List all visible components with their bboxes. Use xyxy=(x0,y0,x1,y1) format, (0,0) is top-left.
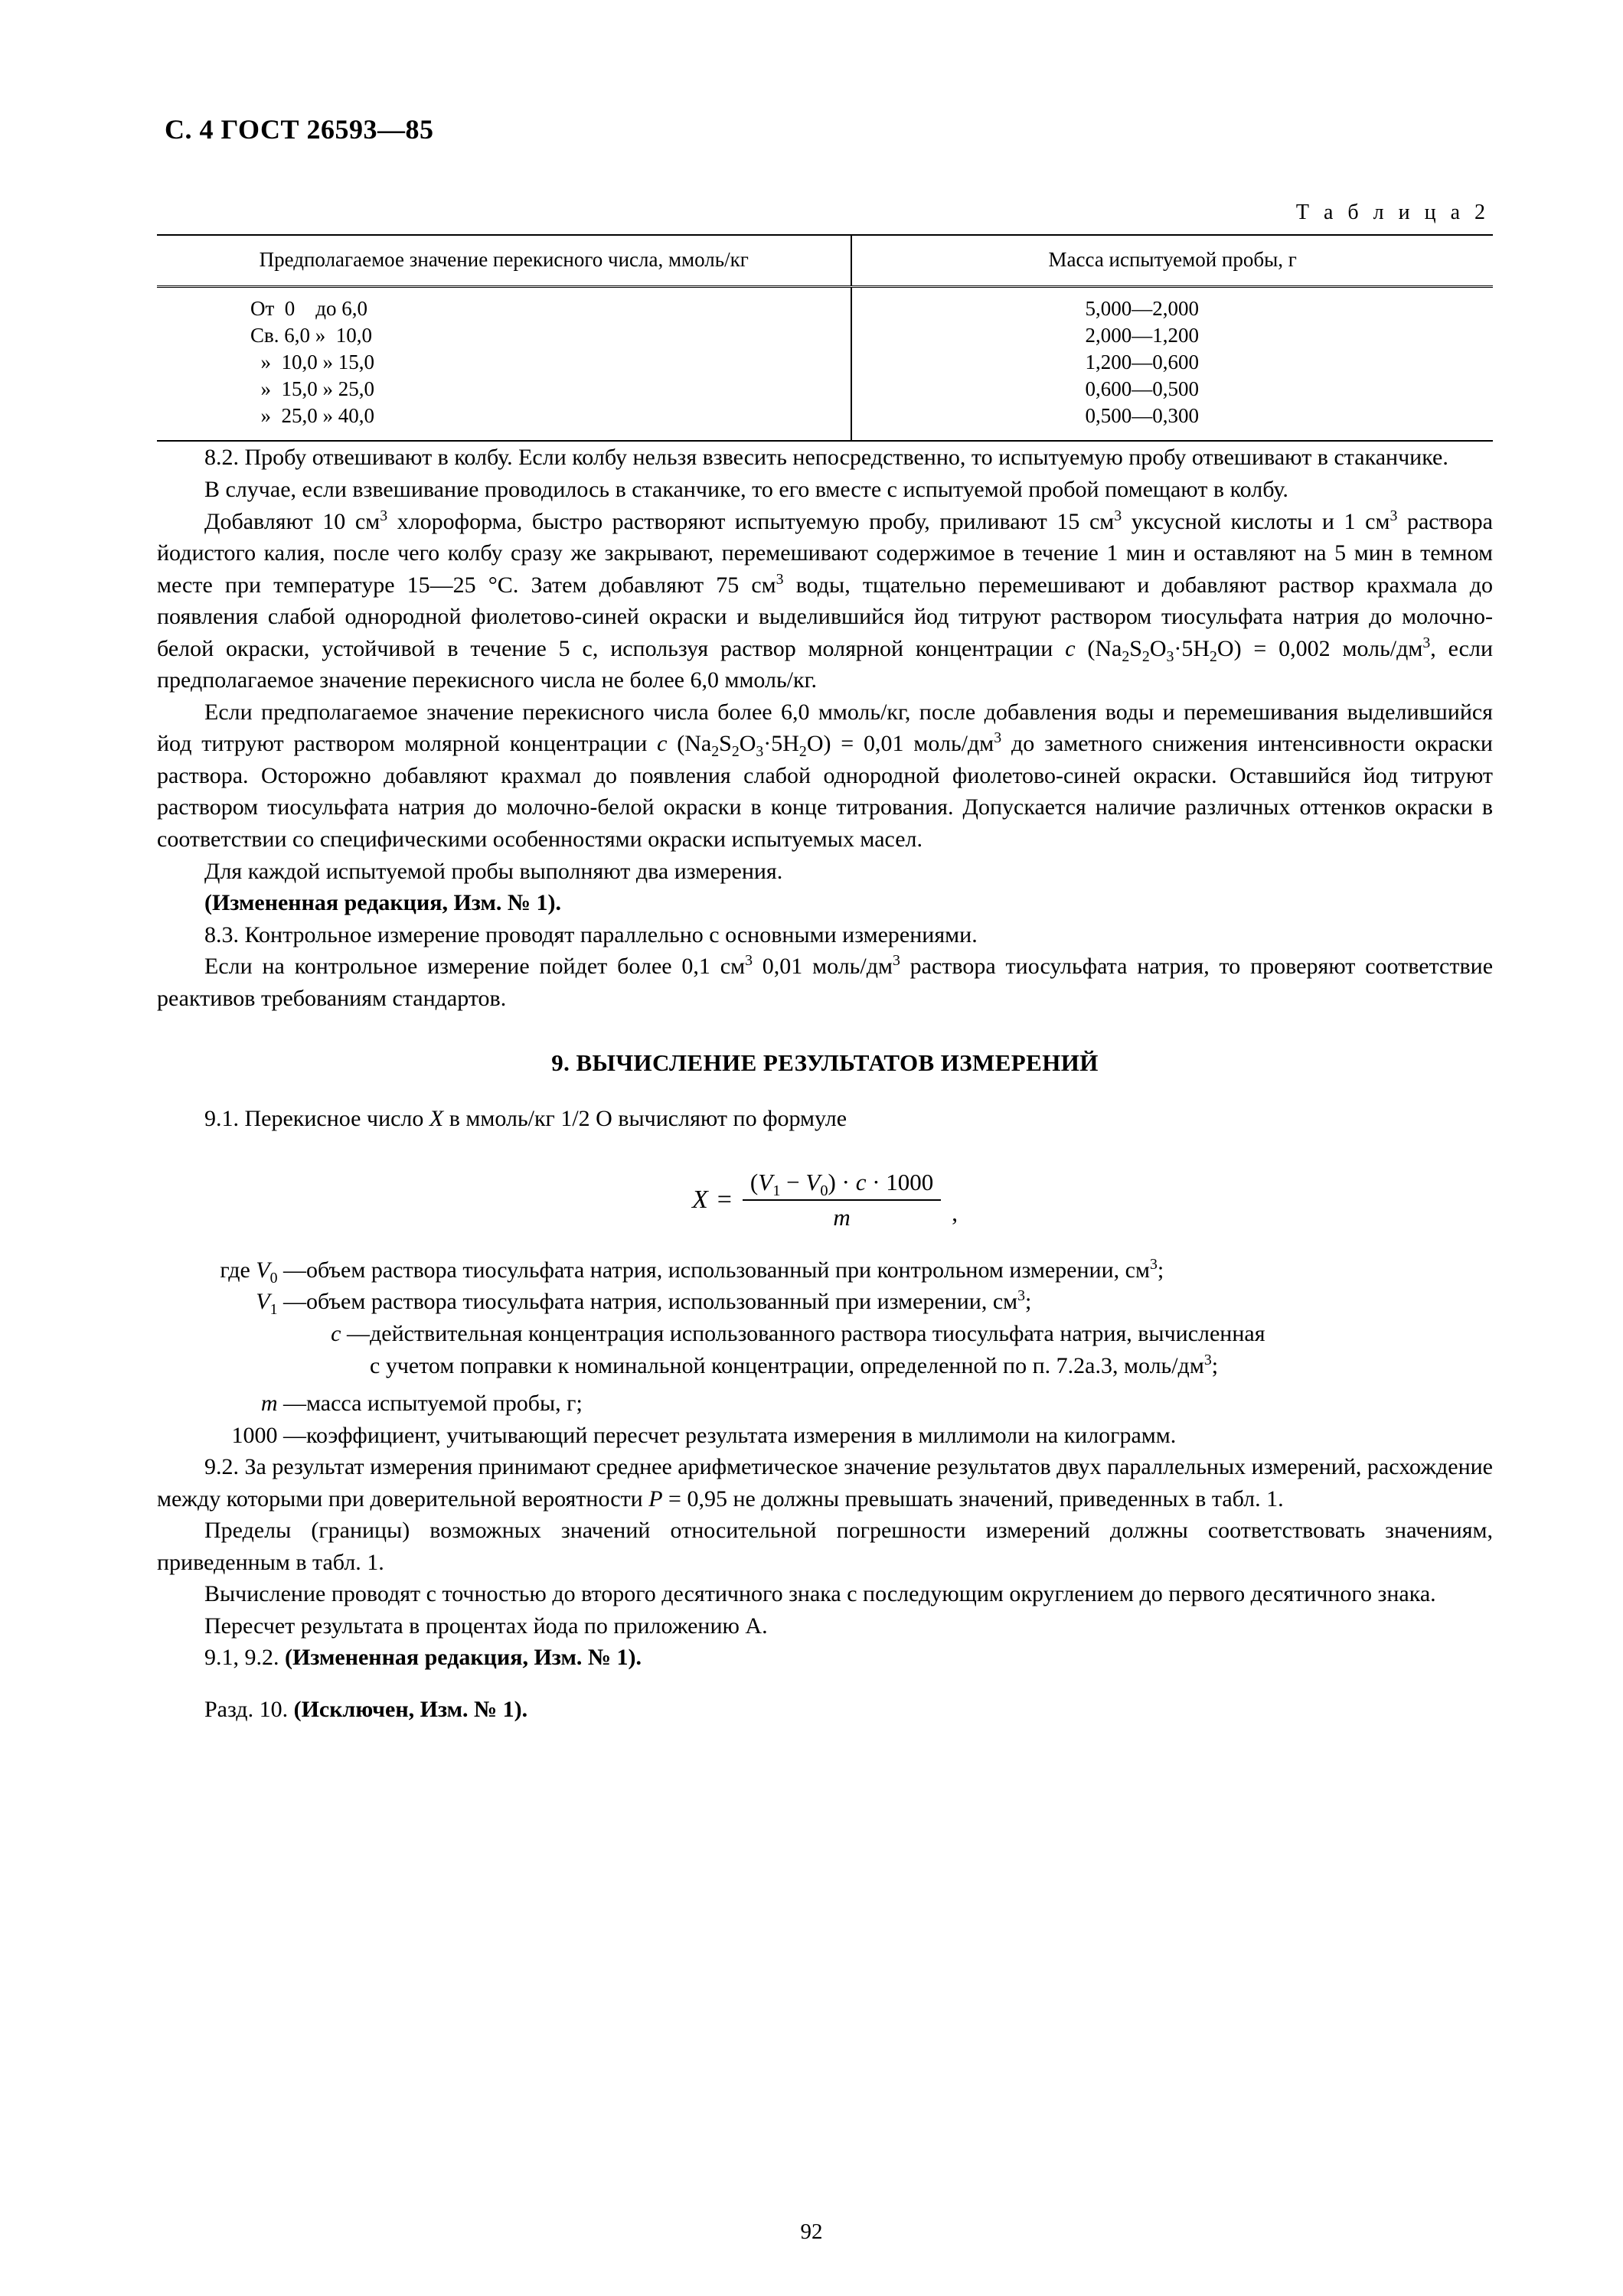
definition-text-1000: коэффициент, учитывающий пересчет результата измерения в миллимоли на килограмм. xyxy=(306,1422,1177,1448)
formula-equals: = xyxy=(717,1185,732,1214)
table-caption: Т а б л и ц а 2 xyxy=(1295,201,1490,224)
page-content xyxy=(157,0,1493,1726)
table-row-mass: 0,500—0,300 xyxy=(1085,404,1199,428)
paragraph-section-10-excluded xyxy=(157,1694,1493,1726)
text-add-2: хлороформа, быстро растворяют испытуемую пробу, приливают 15 см xyxy=(387,508,1115,534)
superscript-cube: 3 xyxy=(776,570,784,588)
table-row-range: Св. 6,0 » 10,0 xyxy=(250,324,373,347)
formula-numerator xyxy=(743,1169,941,1199)
subscript-1: 1 xyxy=(772,1182,781,1200)
subscript-2: 2 xyxy=(711,743,720,761)
text-formula-open: (Na xyxy=(667,731,712,757)
footer-page-number: 92 xyxy=(800,2219,823,2244)
table-row-range: » 10,0 » 15,0 xyxy=(250,351,374,374)
definition-tail: ; xyxy=(1157,1257,1164,1283)
table-2 xyxy=(157,234,1493,440)
text-formula-s: S xyxy=(719,731,732,757)
continuation-body: с учетом поправки к номинальной концентрации, определенной по п. 7.2а.3, моль/дм xyxy=(370,1352,1204,1378)
definition-tail: ; xyxy=(1025,1289,1032,1315)
variable-c: c xyxy=(855,1168,867,1195)
variable-v: V xyxy=(256,1289,270,1315)
paragraph-8-2: 8.2. Пробу отвешивают в колбу. Если колбу нельзя взвесить непосредственно, то испытуемую пробу отвешивают в стаканчике. xyxy=(204,445,1448,471)
section-heading-9: 9. ВЫЧИСЛЕНИЕ РЕЗУЛЬТАТОВ ИЗМЕРЕНИЙ xyxy=(551,1049,1099,1077)
continuation-tail: ; xyxy=(1211,1352,1219,1378)
paragraph-recalculation: Пересчет результата в процентах йода по приложению А. xyxy=(204,1613,768,1639)
paragraph-8-2-beaker: В случае, если взвешивание проводилось в стаканчике, то его вместе с испытуемой пробой помещают в колбу. xyxy=(204,477,1288,503)
definition-c-continuation xyxy=(157,1350,1493,1382)
bold-revised-note: (Измененная редакция, Изм. № 1). xyxy=(204,890,562,916)
formula-expression xyxy=(692,1169,958,1231)
definition-m xyxy=(157,1388,1493,1420)
clause-refs: 9.1, 9.2. xyxy=(204,1645,285,1671)
variable-c: c xyxy=(657,731,668,757)
constant-1000: 1000 xyxy=(231,1422,278,1448)
mass-list xyxy=(852,288,1493,440)
definition-term-1000 xyxy=(157,1420,306,1452)
paragraph-procedure-add xyxy=(157,506,1493,696)
definition-v0 xyxy=(157,1254,1493,1287)
definition-term-c xyxy=(157,1318,370,1350)
variable-v: V xyxy=(256,1257,270,1283)
table-cell-ranges xyxy=(157,287,851,441)
em-dash: — xyxy=(277,1257,306,1283)
definition-text-v1 xyxy=(306,1286,1493,1318)
paragraph-8-3-control xyxy=(157,951,1493,1014)
paragraph-two-measurements: Для каждой испытуемой пробы выполняют два измерения. xyxy=(204,858,783,884)
subscript-2: 2 xyxy=(1122,647,1130,665)
subscript-2: 2 xyxy=(731,743,740,761)
text-formula-o: O xyxy=(1149,635,1167,661)
minus-sign: − xyxy=(780,1168,806,1195)
text-9-1-b: в ммоль/кг 1/2 О вычисляют по формуле xyxy=(443,1106,847,1132)
table-row-mass: 5,000—2,000 xyxy=(1085,297,1199,320)
paragraph-procedure-high xyxy=(157,696,1493,856)
table-row-range: » 25,0 » 40,0 xyxy=(250,404,374,428)
table-header-row xyxy=(157,235,1493,287)
variable-p: P xyxy=(648,1486,663,1512)
paragraph-limits: Пределы (границы) возможных значений относительной погрешности измерений должны соответствовать значениям, приведенным в табл. 1. xyxy=(157,1518,1493,1575)
variable-c: c xyxy=(331,1320,341,1346)
definition-text-m: масса испытуемой пробы, г; xyxy=(306,1391,583,1417)
variable-v1: V xyxy=(758,1168,773,1195)
text-formula-hydrate: ·5H xyxy=(763,731,799,757)
em-dash: — xyxy=(277,1422,306,1448)
definition-text-c: действительная концентрация использованного раствора тиосульфата натрия, вычисленная xyxy=(370,1320,1265,1346)
table-head xyxy=(157,235,1493,287)
text-formula-open: (Na xyxy=(1075,635,1122,661)
table-column-header-peroxide-value: Предполагаемое значение перекисного числа, ммоль/кг xyxy=(157,235,851,287)
definition-c xyxy=(157,1318,1493,1350)
table-row-mass: 1,200—0,600 xyxy=(1085,351,1199,374)
subscript-2: 2 xyxy=(1141,647,1150,665)
formula-fraction xyxy=(743,1169,941,1231)
formula-peroxide-value xyxy=(157,1169,1493,1231)
formula-trailing-comma: , xyxy=(952,1199,958,1226)
table-row-range: От 0 до 6,0 xyxy=(250,297,368,320)
text-add-4: раствора йодистого калия, после чего колбу сразу же закрывают, перемешивают содержимое в течение 1 мин и оставляют на 5 мин в темном месте при температуре 15—25 °C. Затем добавляют 75 см xyxy=(157,508,1493,598)
text-control-3: раствора тиосульфата натрия, то проверяют соответствие реактивов требованиям стандартов. xyxy=(157,954,1494,1011)
formula-lhs: X xyxy=(691,1185,708,1214)
table-column-header-sample-mass: Масса испытуемой пробы, г xyxy=(851,235,1493,287)
text-add-3: уксусной кислоты и 1 см xyxy=(1122,508,1390,534)
subscript-0: 0 xyxy=(820,1182,828,1200)
text-formula-close: O) = 0,002 моль/дм xyxy=(1216,635,1423,661)
section-ref: Разд. 10. xyxy=(204,1696,294,1722)
subscript-2: 2 xyxy=(1210,647,1217,665)
superscript-cube: 3 xyxy=(1149,1255,1158,1273)
definition-body: объем раствора тиосульфата натрия, использованный при измерении, см xyxy=(306,1289,1018,1315)
bold-revised-note: (Измененная редакция, Изм. № 1). xyxy=(285,1645,642,1671)
table-row-mass: 2,000—1,200 xyxy=(1085,324,1199,347)
formula-denominator: m xyxy=(833,1203,851,1231)
text-control-2: 0,01 моль/дм xyxy=(752,954,893,980)
superscript-cube: 3 xyxy=(994,729,1002,747)
numerator-tail: · 1000 xyxy=(866,1168,934,1195)
variable-v0: V xyxy=(805,1168,821,1195)
text-9-2-b: = 0,95 не должны превышать значений, приведенных в табл. 1. xyxy=(662,1486,1284,1512)
table-row-range: » 15,0 » 25,0 xyxy=(250,377,374,401)
definition-body: объем раствора тиосульфата натрия, использованный при контрольном измерении, см xyxy=(306,1257,1150,1283)
table-row xyxy=(157,287,1493,441)
superscript-cube: 3 xyxy=(745,952,753,970)
table-cell-masses xyxy=(851,287,1493,441)
paragraph-8-3: 8.3. Контрольное измерение проводят параллельно с основными измерениями. xyxy=(204,921,978,947)
subscript-3: 3 xyxy=(756,743,764,761)
subscript-2: 2 xyxy=(798,743,807,761)
subscript-1: 1 xyxy=(269,1301,278,1319)
definition-v1 xyxy=(157,1286,1493,1318)
superscript-cube: 3 xyxy=(1422,634,1431,651)
superscript-cube: 3 xyxy=(1017,1287,1026,1305)
text-formula-hydrate: ·5H xyxy=(1174,635,1210,661)
superscript-cube: 3 xyxy=(892,952,900,970)
superscript-cube: 3 xyxy=(1390,507,1398,524)
table-row-mass: 0,600—0,500 xyxy=(1085,377,1199,401)
superscript-cube: 3 xyxy=(380,507,388,524)
text-if-tail: до заметного снижения интенсивности окраски раствора. Осторожно добавляют крахмал до появления слабой однородной фиолетово-синей окраски. Оставшийся йод титруют раствором тиосульфата натрия до молочно-белой окраски в конце титрования. Допускается наличие различных оттенков окраски в соответствии со специфическими особенностями окраски испытуемых масел. xyxy=(157,731,1493,853)
paragraph-revised-note-1 xyxy=(157,887,1493,919)
where-label: где xyxy=(220,1257,250,1283)
text-add-5: воды, тщательно перемешивают и добавляют раствор крахмала до появления слабой однородной фиолетово-синей окраски и выделившийся йод титруют раствором тиосульфата натрия до молочно-белой окраски, устойчивой в течение 5 с, используя раствор молярной концентрации xyxy=(157,572,1493,661)
paren-open: ( xyxy=(749,1168,759,1195)
text-formula-o: O xyxy=(739,731,756,757)
range-list xyxy=(157,288,851,440)
table-body xyxy=(157,287,1493,441)
text-9-2-a: 9.2. За результат измерения принимают среднее арифметическое значение результатов двух параллельных измерений, расхождение между которыми при доверительной вероятности xyxy=(157,1454,1493,1512)
variable-c: c xyxy=(1065,635,1076,661)
em-dash: — xyxy=(277,1289,306,1315)
em-dash: — xyxy=(341,1320,370,1346)
text-formula-close: O) = 0,01 моль/дм xyxy=(806,731,994,757)
superscript-cube: 3 xyxy=(1114,507,1122,524)
variable-x: X xyxy=(429,1106,444,1132)
definition-1000 xyxy=(157,1420,1493,1452)
paragraph-9-1 xyxy=(157,1103,1493,1135)
bold-excluded-note: (Исключен, Изм. № 1). xyxy=(293,1696,528,1722)
variable-m: m xyxy=(260,1391,278,1417)
text-control-1: Если на контрольное измерение пойдет более 0,1 см xyxy=(204,954,746,980)
definition-term-v1 xyxy=(157,1286,306,1318)
em-dash: — xyxy=(277,1391,306,1417)
page-header-marker: С. 4 ГОСТ 26593—85 xyxy=(165,114,434,145)
text-if-1: Если предполагаемое значение перекисного числа более 6,0 ммоль/кг, после добавления воды и перемешивания выделившийся йод титруют раствором молярной концентрации xyxy=(157,699,1493,757)
paragraph-precision: Вычисление проводят с точностью до второго десятичного знака с последующим округлением до первого десятичного знака. xyxy=(204,1581,1436,1607)
subscript-3: 3 xyxy=(1166,647,1174,665)
superscript-cube: 3 xyxy=(1203,1351,1212,1368)
paragraph-9-2 xyxy=(157,1451,1493,1515)
definition-text-v0 xyxy=(306,1254,1493,1287)
subscript-0: 0 xyxy=(269,1269,278,1287)
text-add-1: Добавляют 10 см xyxy=(204,508,380,534)
text-9-1-a: 9.1. Перекисное число xyxy=(204,1106,429,1132)
formula-definitions xyxy=(157,1254,1493,1451)
text-formula-s: S xyxy=(1129,635,1142,661)
paragraph-revised-note-9 xyxy=(157,1642,1493,1674)
definition-term-v0 xyxy=(157,1254,306,1287)
paren-close-dot: ) · xyxy=(828,1168,856,1195)
definition-term-m xyxy=(157,1388,306,1420)
text-add-tail: , если предполагаемое значение перекисного числа не более 6,0 ммоль/кг. xyxy=(157,635,1493,693)
